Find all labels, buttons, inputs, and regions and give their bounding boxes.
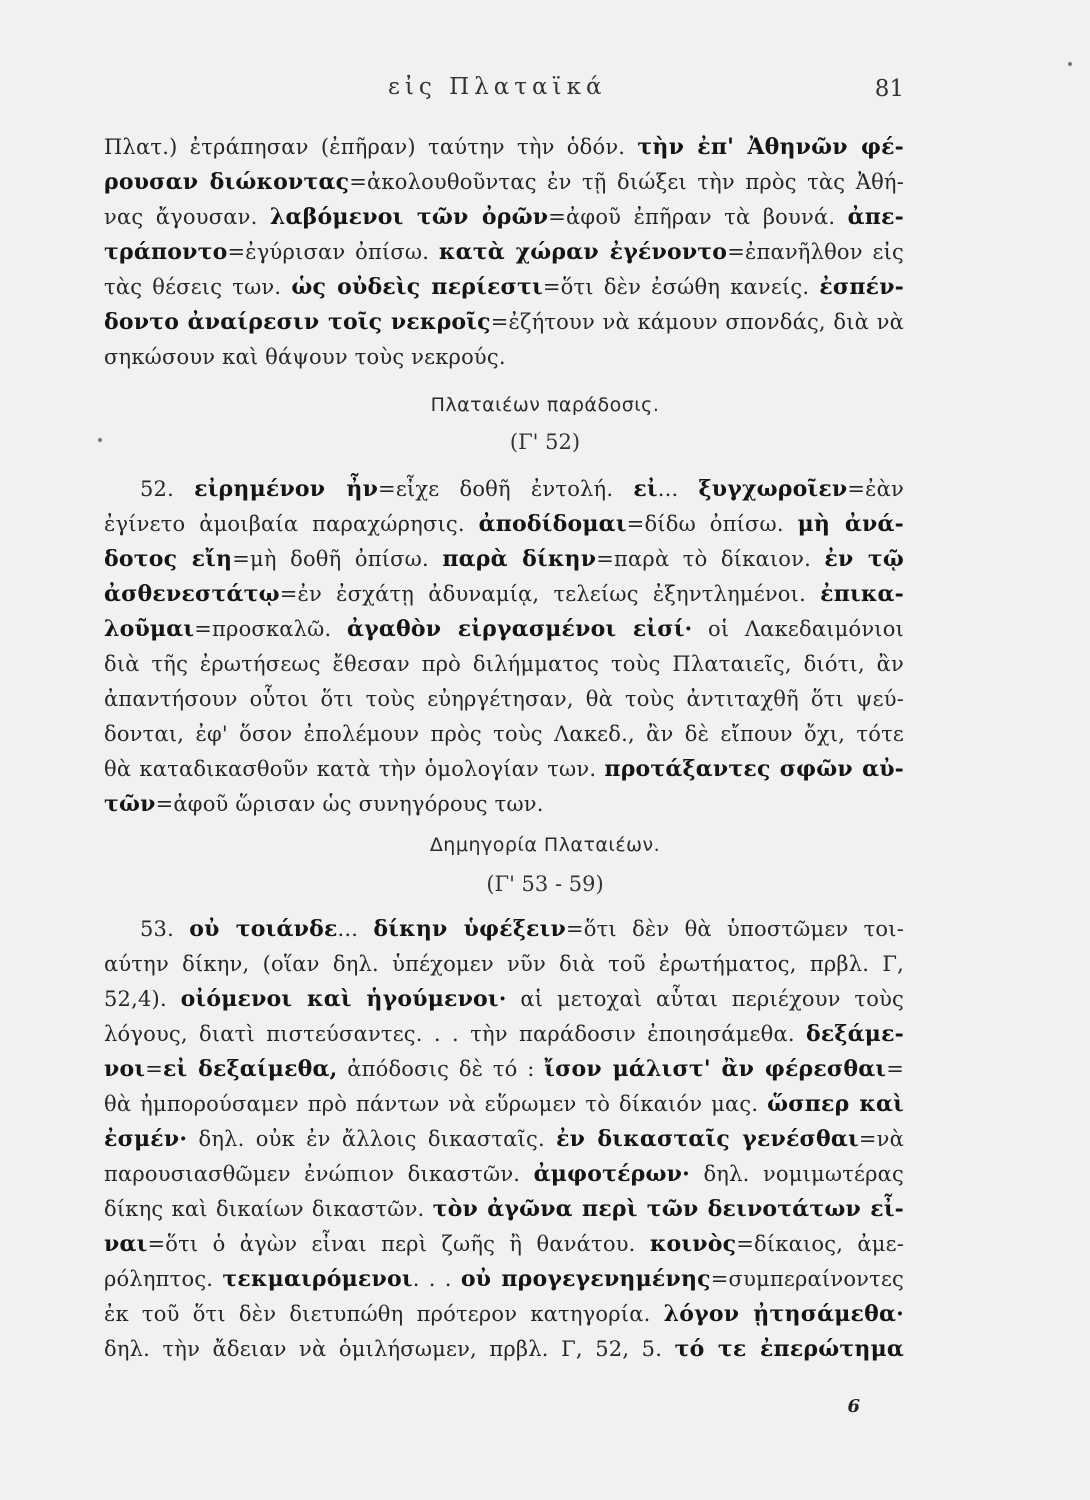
page-number: 81 [874,76,904,102]
text-line: αύτην δίκην, (οἵαν δηλ. ὑπέχομεν νῦν διὰ τοῦ ἐρωτήματος, πρβλ. Γ, [104,952,904,976]
text-line: θὰ ἠμπορούσαμεν πρὸ πάντων νὰ εὕρωμεν τὸ δίκαιόν μας. ὥσπερ καὶ [104,1091,904,1117]
text-line: 52. εἰρημένον ἦν=εἶχε δοθῆ ἐντολή. εἰ... ξυγχωροῖεν=ἐὰν [140,476,904,502]
text-line: δίκης καὶ δικαίων δικαστῶν. τὸν ἀγῶνα περὶ τῶν δεινοτάτων εἶ- [104,1196,904,1222]
text-line: ἐγίνετο ἀμοιβαία παραχώρησις. ἀποδίδομαι=δίδω ὀπίσω. μὴ ἀνά- [104,511,904,537]
text-line: ἐκ τοῦ ὅτι δὲν διετυπώθη πρότερον κατηγορία. λόγον ᾐτησάμεθα· [104,1301,904,1327]
text-line: ναι=ὅτι ὁ ἀγὼν εἶναι περὶ ζωῆς ἢ θανάτου. κοινὸς=δίκαιος, ἀμε- [104,1231,904,1257]
text-line: ἀσθενεστάτῳ=ἐν ἐσχάτῃ ἀδυναμίᾳ, τελείως ἐξηντλημένοι. ἐπικα- [104,581,904,607]
text-line: λόγους, διατὶ πιστεύσαντες. . . τὴν παράδοσιν ἐποιησάμεθα. δεξάμε- [104,1021,904,1047]
text-line: τὰς θέσεις των. ὡς οὐδεὶς περίεστι=ὅτι δὲν ἐσώθη κανείς. ἐσπέν- [104,274,904,300]
paragraph-1 [104,130,904,375]
paragraph-2 [104,472,904,822]
text-line: 53. οὐ τοιάνδε... δίκην ὑφέξειν=ὅτι δὲν θὰ ὑποστῶμεν τοι- [140,916,905,942]
text-line: ρόληπτος. τεκμαιρόμενοι. . . οὐ προγεγενημένης=συμπεραίνοντες [104,1266,904,1292]
section-heading: Πλαταιέων παράδοσις. [430,394,660,416]
section-heading: Δημηγορία Πλαταιέων. [429,834,661,856]
text-line: λοῦμαι=προσκαλῶ. ἀγαθὸν εἰργασμένοι εἰσί· οἱ Λακεδαιμόνιοι [104,616,904,642]
running-title: εἰς Πλαταϊκά [388,74,607,100]
text-line: Πλατ.) ἐτράπησαν (ἐπῆραν) ταύτην τὴν ὁδόν. τὴν ἐπ' Ἀθηνῶν φέ- [104,134,904,160]
paragraph-3 [104,912,904,1367]
text-line: σηκώσουν καὶ θάψουν τοὺς νεκρούς. [104,345,506,369]
text-line: νοι=εἰ δεξαίμεθα, ἀπόδοσις δὲ τό : ἴσον μάλιστ' ἂν φέρεσθαι= [104,1056,904,1082]
print-speck [98,438,102,442]
text-line: δοτος εἴη=μὴ δοθῆ ὀπίσω. παρὰ δίκην=παρὰ τὸ δίκαιον. ἐν τῷ [104,546,904,572]
text-line: νας ἄγουσαν. λαβόμενοι τῶν ὀρῶν=ἀφοῦ ἐπῆραν τὰ βουνά. ἀπε- [104,204,904,230]
section-reference: (Γ' 53 - 59) [486,872,604,896]
text-line: θὰ καταδικασθοῦν κατὰ τὴν ὁμολογίαν των. προτάξαντες σφῶν αὐ- [104,756,904,782]
text-line: δηλ. τὴν ἄδειαν νὰ ὁμιλήσωμεν, πρβλ. Γ, 52, 5. τό τε ἐπερώτημα [104,1336,905,1362]
text-line: δονται, ἐφ' ὅσον ἐπολέμουν πρὸς τοὺς Λακεδ., ἂν δὲ εἴπουν ὄχι, τότε [104,722,904,746]
running-head [0,74,1090,108]
text-line: ἀπαντήσουν οὗτοι ὅτι τοὺς εὐηργέτησαν, θὰ τοὺς ἀντιταχθῆ ὅτι ψεύ- [104,687,904,711]
text-line: τῶν=ἀφοῦ ὥρισαν ὡς συνηγόρους των. [104,791,544,817]
text-line: παρουσιασθῶμεν ἐνώπιον δικαστῶν. ἀμφοτέρων· δηλ. νομιμωτέρας [104,1161,904,1187]
text-line: διὰ τῆς ἐρωτήσεως ἔθεσαν πρὸ διλήμματος τοὺς Πλαταιεῖς, διότι, ἂν [104,652,904,676]
text-line: ρουσαν διώκοντας=ἀκολουθοῦντας ἐν τῇ διώξει τὴν πρὸς τὰς Ἀθή- [104,169,904,195]
text-line: 52,4). οἰόμενοι καὶ ἡγούμενοι· αἱ μετοχαὶ αὗται περιέχουν τοὺς [104,986,905,1012]
text-line: δοντο ἀναίρεσιν τοῖς νεκροῖς=ἐζήτουν νὰ κάμουν σπονδάς, διὰ νὰ [104,309,904,335]
print-speck [1068,62,1072,66]
text-line: ἐσμέν· δηλ. οὐκ ἐν ἄλλοις δικασταῖς. ἐν δικασταῖς γενέσθαι=νὰ [104,1126,904,1152]
text-line: τράποντο=ἐγύρισαν ὀπίσω. κατὰ χώραν ἐγένοντο=ἐπανῆλθον εἰς [104,239,904,265]
printer-signature: 6 [847,1396,860,1417]
section-reference: (Γ' 52) [509,430,581,454]
